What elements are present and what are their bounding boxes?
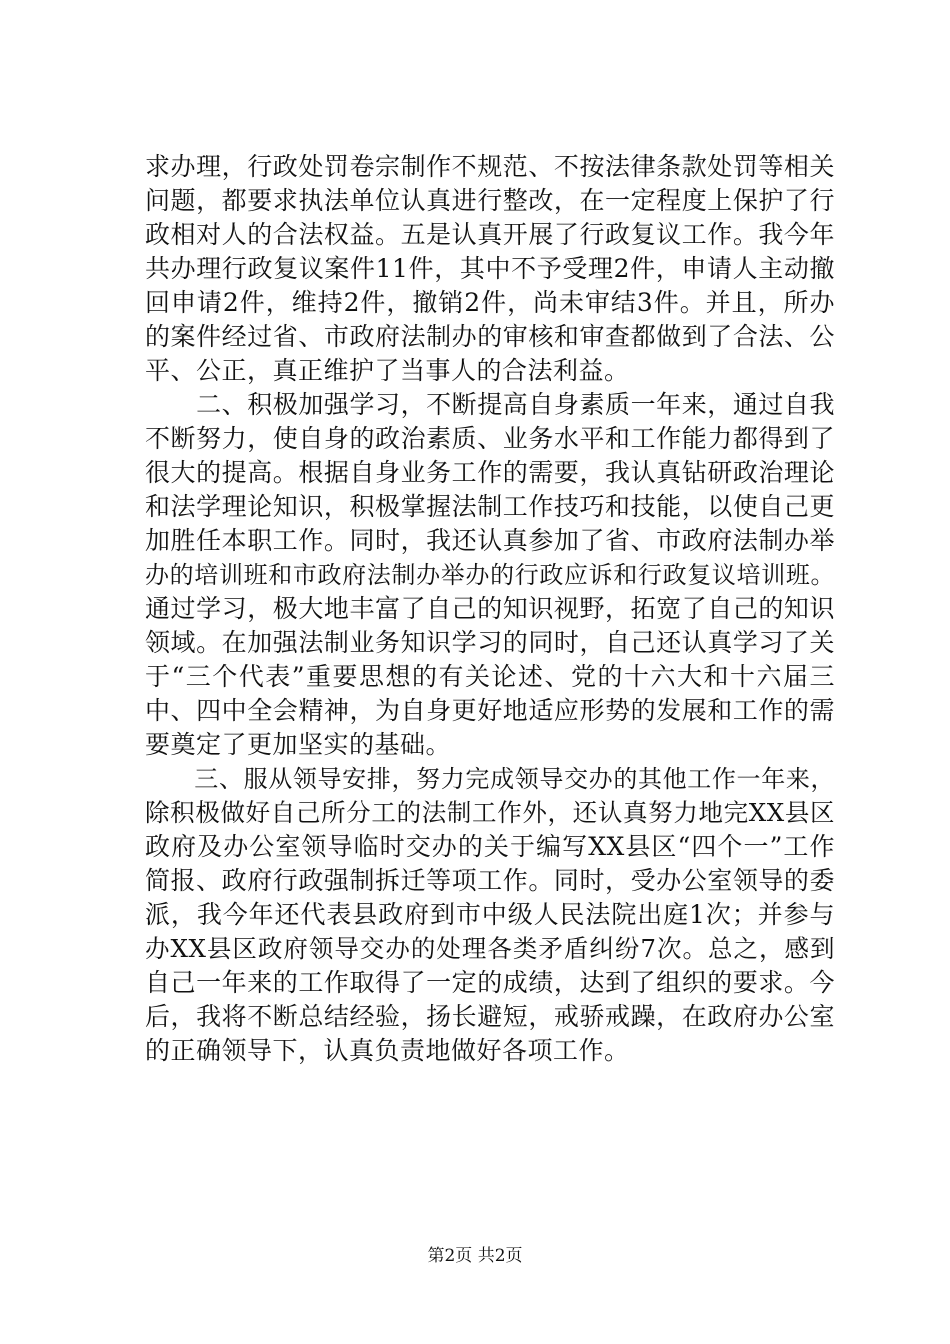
text-line: 简报、政府行政强制拆迁等项工作。同时，受办公室领导的委 <box>145 866 835 895</box>
paragraph-end-line: 平、公正，真正维护了当事人的合法利益。 <box>145 356 630 385</box>
text-line: 很大的提高。根据自身业务工作的需要，我认真钻研政治理论 <box>145 458 835 487</box>
paragraph-end-line: 的正确领导下，认真负责地做好各项工作。 <box>145 1036 630 1065</box>
text-line: 中、四中全会精神，为自身更好地适应形势的发展和工作的需 <box>145 696 835 725</box>
text-line: 问题，都要求执法单位认真进行整改，在一定程度上保护了行 <box>145 186 835 215</box>
text-line: 和法学理论知识，积极掌握法制工作技巧和技能，以使自己更 <box>145 492 835 521</box>
text-line: 后，我将不断总结经验，扬长避短，戒骄戒躁，在政府办公室 <box>145 1002 835 1031</box>
text-line: 的案件经过省、市政府法制办的审核和审查都做到了合法、公 <box>145 322 835 351</box>
text-line: 政相对人的合法权益。五是认真开展了行政复议工作。我今年 <box>145 220 835 249</box>
text-line: 求办理，行政处罚卷宗制作不规范、不按法律条款处罚等相关 <box>145 152 835 181</box>
text-line: 办XX县区政府领导交办的处理各类矛盾纠纷7次。总之，感到 <box>145 934 835 963</box>
text-line: 不断努力，使自身的政治素质、业务水平和工作能力都得到了 <box>145 424 835 453</box>
text-line: 政府及办公室领导临时交办的关于编写XX县区“四个一”工作 <box>145 832 835 861</box>
text-line: 派，我今年还代表县政府到市中级人民法院出庭1次；并参与 <box>145 900 835 929</box>
text-line: 办的培训班和市政府法制办举办的行政应诉和行政复议培训班。 <box>145 561 835 589</box>
paragraph-end-line: 要奠定了更加坚实的基础。 <box>145 730 452 759</box>
text-line: 共办理行政复议案件11件，其中不予受理2件，申请人主动撤 <box>145 254 835 283</box>
text-line: 加胜任本职工作。同时，我还认真参加了省、市政府法制办举 <box>145 526 835 555</box>
text-line: 除积极做好自己所分工的法制工作外，还认真努力地完XX县区 <box>145 798 835 827</box>
text-line: 回申请2件，维持2件，撤销2件，尚未审结3件。并且，所办 <box>145 288 835 317</box>
document-body <box>145 150 835 1068</box>
text-line: 三、服从领导安排，努力完成领导交办的其他工作一年来， <box>145 765 835 793</box>
page-number-footer: 第2页 共2页 <box>427 1246 523 1266</box>
text-line: 自己一年来的工作取得了一定的成绩，达到了组织的要求。今 <box>145 968 835 997</box>
text-line: 通过学习，极大地丰富了自己的知识视野，拓宽了自己的知识 <box>145 594 835 623</box>
text-line: 二、积极加强学习，不断提高自身素质一年来，通过自我 <box>145 390 835 419</box>
text-line: 于“三个代表”重要思想的有关论述、党的十六大和十六届三 <box>145 662 835 691</box>
text-line: 领域。在加强法制业务知识学习的同时，自己还认真学习了关 <box>145 628 835 657</box>
